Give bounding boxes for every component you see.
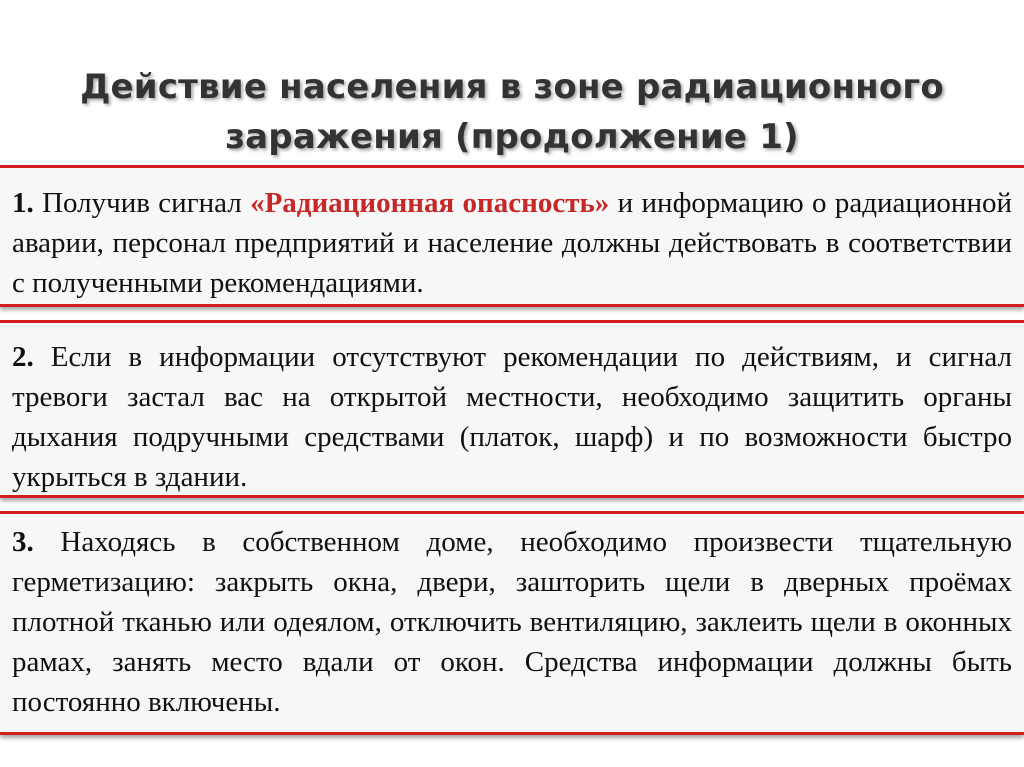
instruction-number-3: 3. bbox=[12, 526, 34, 558]
slide-title-line-2: заражения (продолжение 1) bbox=[225, 117, 799, 157]
instruction-text-3 bbox=[12, 522, 1012, 722]
instruction-number-1: 1. bbox=[12, 187, 34, 219]
instruction-block-1 bbox=[0, 165, 1024, 307]
instruction-text-2 bbox=[12, 337, 1012, 497]
signal-name-highlight: «Радиационная опасность» bbox=[250, 187, 610, 219]
instruction-text-2-body: Если в информации отсутствуют рекомендации по действиям, и сигнал тревоги застал вас на открытой местности, необходимо защитить органы дыхания подручными средствами (платок, шарф) и по возможности быстро укрыться в здании. bbox=[12, 341, 1012, 493]
instruction-text-1-end: и информацию о радиационной аварии, персонал предприятий и население должны действовать в соответствии с полученными рекомендациями. bbox=[12, 187, 1012, 299]
instruction-text-1 bbox=[12, 183, 1012, 303]
instruction-text-3-body: Находясь в собственном доме, необходимо произвести тщательную герметизацию: закрыть окна, двери, зашторить щели в дверных проёмах плотной тканью или одеялом, отключить вентиляцию, заклеить щели в оконных рамах, занять место вдали от окон. Средства информации должны быть постоянно включены. bbox=[12, 526, 1012, 718]
instruction-number-2: 2. bbox=[12, 341, 34, 373]
instruction-block-3 bbox=[0, 511, 1024, 735]
slide-title-line-1: Действие населения в зоне радиационного bbox=[80, 67, 944, 107]
instruction-text-1-start: Получив сигнал bbox=[33, 187, 251, 219]
instruction-block-2 bbox=[0, 320, 1024, 498]
slide-title bbox=[0, 62, 1024, 162]
